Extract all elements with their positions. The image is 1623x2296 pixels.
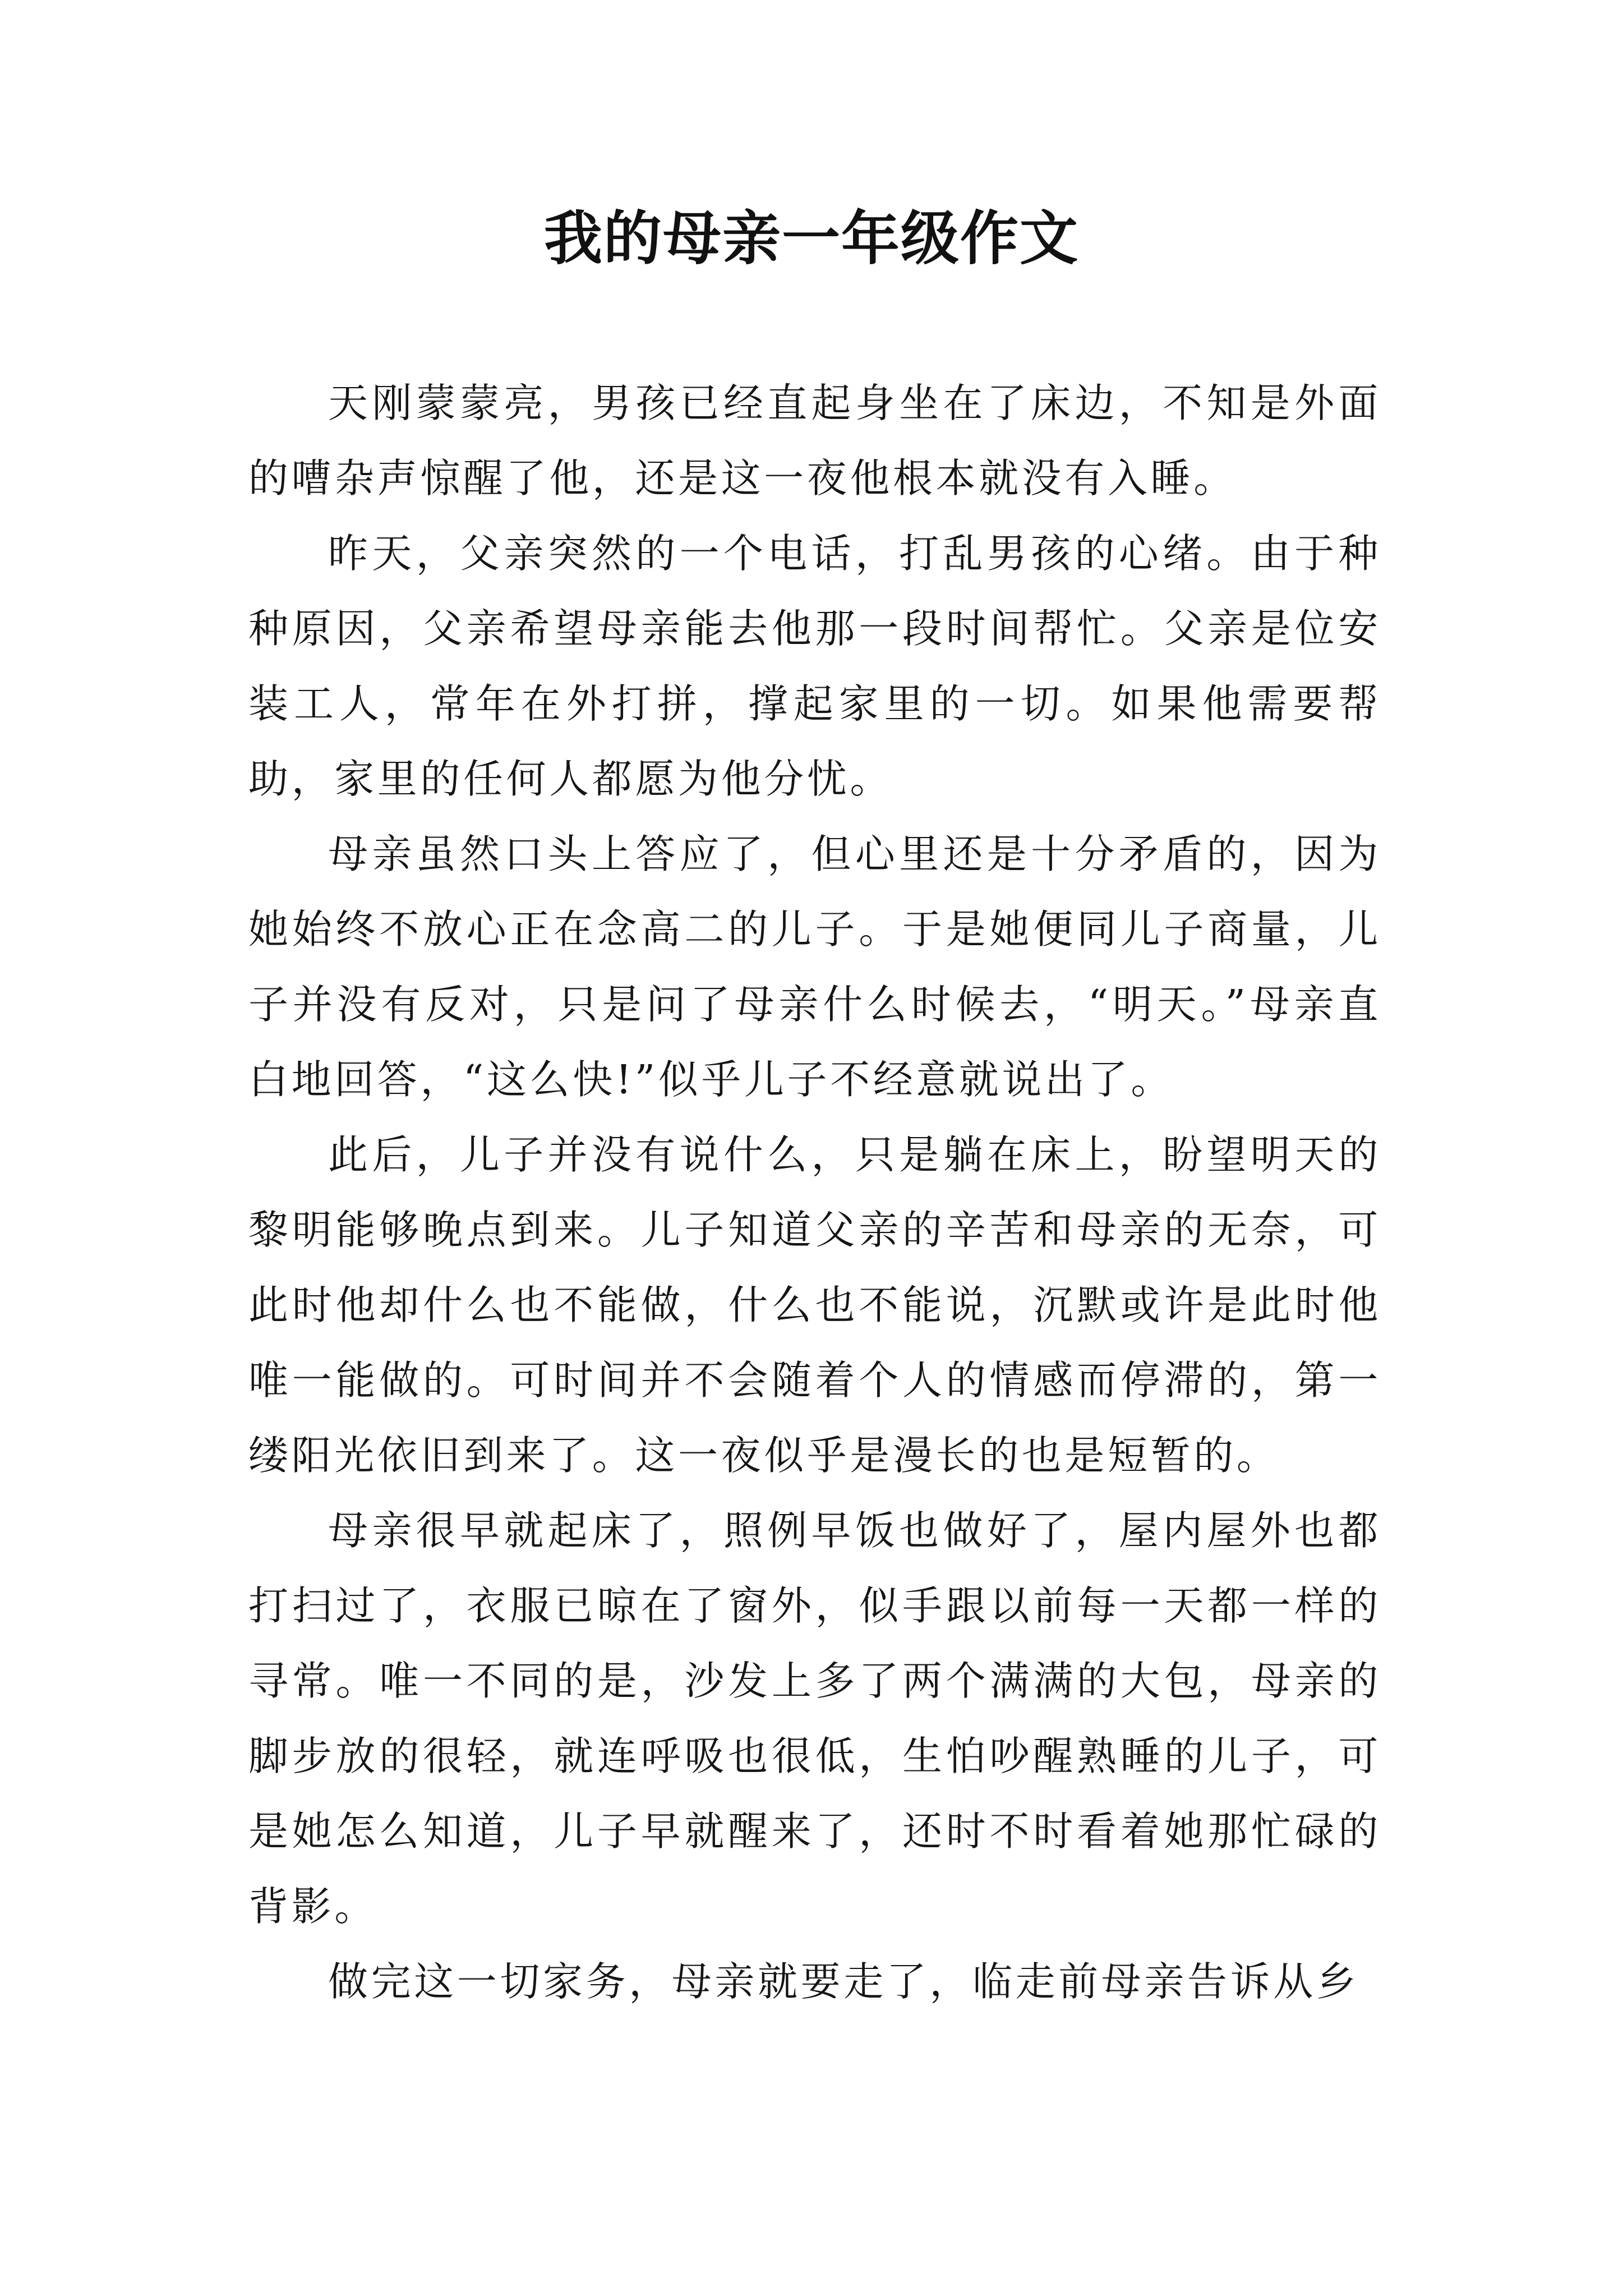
paragraph-1: 天刚蒙蒙亮，男孩已经直起身坐在了床边，不知是外面的嘈杂声惊醒了他，还是这一夜他根本就没有入睡。: [248, 380, 1381, 501]
paragraph-4: 此后，儿子并没有说什么，只是躺在床上，盼望明天的黎明能够晚点到来。儿子知道父亲的辛苦和母亲的无奈，可此时他却什么也不能做，什么也不能说，沉默或许是此时他唯一能做的。可时间并不会随着个人的情感而停滞的，第一缕阳光依旧到来了。这一夜似乎是漫长的也是短暂的。: [248, 1131, 1381, 1479]
paragraph-3: 母亲虽然口头上答应了，但心里还是十分矛盾的，因为她始终不放心正在念高二的儿子。于是她便同儿子商量，儿子并没有反对，只是问了母亲什么时候去，“明天。”母亲直白地回答，“这么快!”似乎儿子不经意就说出了。: [248, 831, 1381, 1103]
paragraph-6: 做完这一切家务，母亲就要走了，临走前母亲告诉从乡: [328, 1958, 1359, 2005]
document-title: 我的母亲一年级作文: [543, 204, 1079, 273]
paragraph-2: 昨天，父亲突然的一个电话，打乱男孩的心绪。由于种种原因，父亲希望母亲能去他那一段时间帮忙。父亲是位安装工人，常年在外打拼，撑起家里的一切。如果他需要帮助，家里的任何人都愿为他分忧。: [248, 530, 1381, 802]
paragraph-5: 母亲很早就起床了，照例早饭也做好了，屋内屋外也都打扫过了，衣服已晾在了窗外，似手跟以前每一天都一样的寻常。唯一不同的是，沙发上多了两个满满的大包，母亲的脚步放的很轻，就连呼吸也很低，生怕吵醒熟睡的儿子，可是她怎么知道，儿子早就醒来了，还时不时看着她那忙碌的背影。: [248, 1507, 1381, 1930]
document-body: [248, 366, 1381, 2019]
